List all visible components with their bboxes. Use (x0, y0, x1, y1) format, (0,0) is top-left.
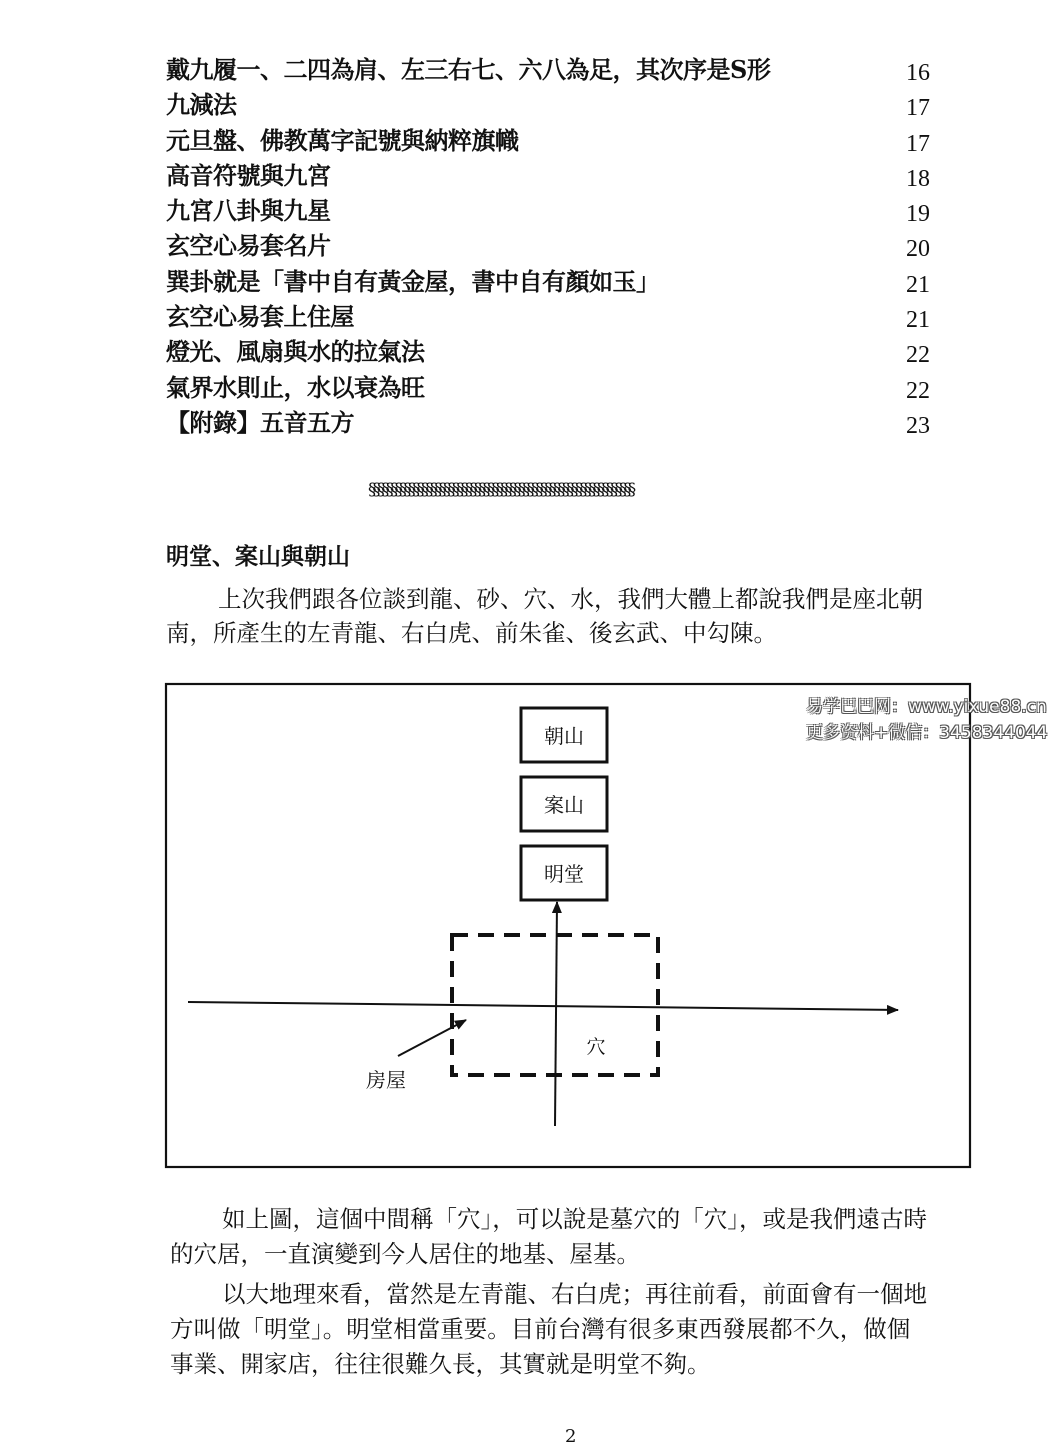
toc-page: 20 (906, 236, 930, 263)
house-pointer-arrow (398, 1020, 466, 1056)
section-divider: §§§§§§§§§§§§§§§§§§§§§§§§§§§§§§§§§§§§§§§§§§§§§§§§§§§§§§§§§§§§ (368, 480, 633, 500)
toc-row (166, 299, 956, 334)
toc-title: 高音符號與九宮 (166, 160, 331, 190)
feng-shui-diagram (160, 680, 980, 1180)
toc-title: 戴九履一、二四為肩、左三右七、六八為足，其次序是S形 (166, 55, 771, 84)
xue-label: 穴 (586, 1036, 606, 1058)
toc-title: 元旦盤、佛教萬字記號與納粹旗幟 (166, 125, 519, 155)
toc-row (166, 405, 956, 440)
toc-page: 17 (906, 95, 930, 122)
vertical-axis-arrow (555, 902, 557, 1126)
anshan-label: 案山 (544, 793, 584, 817)
body-line: 事業、開家店，往往很難久長，其實就是明堂不夠。 (170, 1350, 711, 1378)
toc-title: 九宮八卦與九星 (166, 196, 331, 226)
intro-line: 上次我們跟各位談到龍、砂、穴、水，我們大體上都說我們是座北朝 (218, 585, 923, 613)
toc-page: 16 (906, 60, 930, 86)
page-number: 2 (565, 1426, 577, 1447)
body-line: 方叫做「明堂」。明堂相當重要。目前台灣有很多東西發展都不久，做個 (170, 1315, 911, 1343)
toc-row (166, 123, 956, 158)
mingtang-label: 明堂 (544, 862, 584, 886)
intro-line: 南，所產生的左青龍、右白虎、前朱雀、後玄武、中勾陳。 (166, 619, 777, 647)
toc-page: 19 (906, 201, 930, 228)
toc-title: 九減法 (166, 90, 237, 120)
toc-title: 【附錄】五音五方 (166, 407, 354, 437)
section-title: 明堂、案山與朝山 (166, 543, 350, 570)
toc-row (166, 334, 956, 369)
toc-page: 22 (906, 377, 930, 404)
toc-title: 燈光、風扇與水的拉氣法 (166, 337, 425, 367)
horizontal-axis-arrow (188, 1002, 898, 1010)
watermark (806, 694, 1047, 746)
toc-row (166, 228, 956, 263)
body-line: 如上圖，這個中間稱「穴」，可以說是墓穴的「穴」，或是我們遠古時 (222, 1205, 927, 1233)
toc-page: 17 (906, 130, 930, 157)
toc-title: 玄空心易套名片 (166, 231, 331, 261)
toc-title: 氣界水則止，水以衰為旺 (166, 372, 425, 402)
toc-row (166, 87, 956, 122)
toc-row (166, 158, 956, 193)
toc-row (166, 370, 956, 405)
chaoshan-label: 朝山 (544, 724, 584, 748)
toc-title: 玄空心易套上住屋 (166, 302, 354, 332)
body-line: 以大地理來看，當然是左青龍、右白虎；再往前看，前面會有一個地 (222, 1280, 927, 1308)
toc-row (166, 193, 956, 228)
toc-row (166, 52, 956, 87)
toc-page: 23 (906, 412, 930, 439)
toc-row (166, 264, 956, 299)
house-label: 房屋 (366, 1068, 406, 1092)
table-of-contents (166, 52, 956, 440)
toc-title: 巽卦就是「書中自有黃金屋，書中自有顏如玉」 (166, 266, 660, 296)
watermark-line: 更多资料+微信：3458344044 (806, 723, 1048, 743)
toc-page: 18 (906, 165, 930, 192)
body-line: 的穴居，一直演變到今人居住的地基、屋基。 (170, 1240, 640, 1268)
toc-page: 21 (906, 271, 930, 298)
toc-page: 21 (906, 307, 930, 334)
toc-page: 22 (906, 342, 930, 369)
watermark-line: 易学巴巴网：www.yixue88.cn (806, 697, 1047, 717)
